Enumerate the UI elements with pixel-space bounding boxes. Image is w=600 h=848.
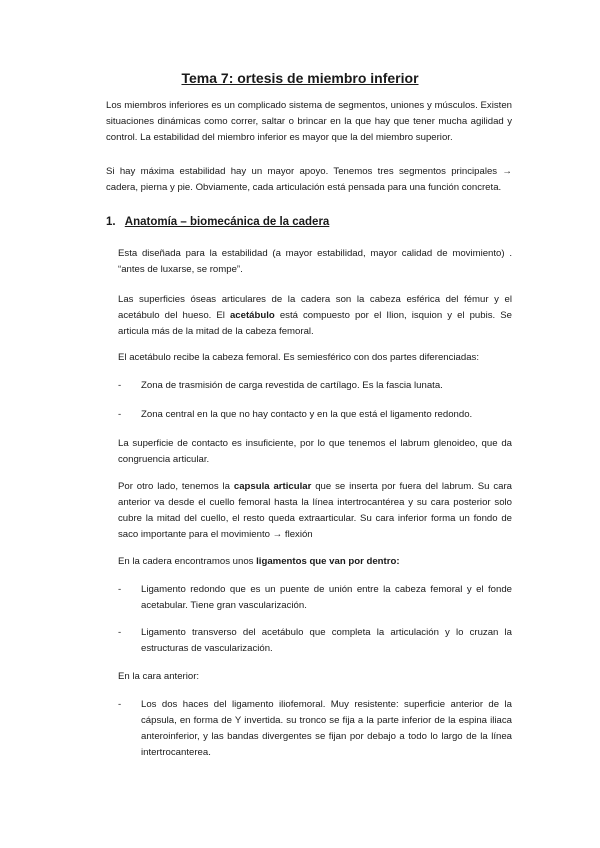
list-dash: -	[118, 627, 122, 638]
superficies-text-b: está compuesto por el Ilion, isquion y el pubis. Se articula más de la mitad de la cabeza femoral.	[118, 310, 512, 337]
paragraph-superficies	[118, 292, 512, 340]
list-dash: -	[118, 584, 122, 595]
intro-paragraph-1: Los miembros inferiores es un complicado sistema de segmentos, uniones y músculos. Existen situaciones dinámicas como correr, saltar o brincar en la que hay que tener mucha agilidad y control. La estabilidad del miembro inferior es mayor que la del miembro superior.	[106, 100, 512, 143]
capsula-bold: capsula articular	[233, 481, 312, 492]
section-1-number: 1.	[106, 216, 116, 228]
list-item-haces-iliofemoral: Los dos haces del ligamento iliofemoral. Muy resistente: superficie anterior de la cápsula, en forma de Y invertida. su tronco se fija a la parte inferior de la espina iliaca anteroinferior, y las bandas divergentes se fijan por debajo a todo lo largo de la línea intertrocanterea.	[141, 699, 512, 758]
paragraph-ligamentos	[118, 554, 512, 570]
ligamentos-bold: ligamentos que van por dentro:	[256, 556, 400, 567]
paragraph-contacto: La superficie de contacto es insuficiente, por lo que tenemos el labrum glenoideo, que da congruencia articular.	[118, 438, 512, 465]
paragraph-cara-anterior: En la cara anterior:	[118, 671, 200, 682]
ligamentos-text-a: En la cadera encontramos unos	[118, 556, 257, 567]
superficies-bold-acetabulo: acetábulo	[229, 310, 275, 321]
intro-paragraph-2: Si hay máxima estabilidad hay un mayor apoyo. Tenemos tres segmentos principales → cadera, pierna y pie. Obviamente, cada articulación está pensada para una función concreta.	[106, 166, 512, 193]
document-title: Tema 7: ortesis de miembro inferior	[181, 70, 419, 86]
superficies-text-a: Las superficies óseas articulares de la cadera son la cabeza esférica del fémur y el acetábulo del hueso. El	[118, 294, 512, 321]
list-item-ligamento-redondo: Ligamento redondo que es un puente de unión entre la cabeza femoral y el fonde acetabular. Tiene gran vascularización.	[141, 584, 512, 611]
capsula-text-b: que se inserta por fuera del labrum. Su cara anterior va desde el cuello femoral hasta la línea intertrocantérea y su cara posterior solo cubre la mitad del cuello, el resto queda extraarticular. Su cara inferior forma un fondo de saco importante para el movimiento → flexión	[118, 481, 512, 540]
capsula-text-a: Por otro lado, tenemos la	[118, 481, 234, 492]
list-dash: -	[118, 409, 122, 420]
list-item-zona-2: Zona central en la que no hay contacto y en la que está el ligamento redondo.	[141, 409, 473, 420]
section-1-heading	[106, 216, 329, 228]
list-dash: -	[118, 380, 122, 391]
paragraph-estabilidad: Esta diseñada para la estabilidad (a mayor estabilidad, mayor calidad de movimiento) . “antes de luxarse, se rompe”.	[118, 248, 512, 275]
list-dash: -	[118, 699, 122, 710]
list-item-zona-1: Zona de trasmisión de carga revestida de cartílago. Es la fascia lunata.	[141, 380, 443, 391]
list-item-ligamento-transverso: Ligamento transverso del acetábulo que completa la articulación y lo cruzan la estructuras de vascularización.	[141, 627, 512, 654]
paragraph-acetabulo: El acetábulo recibe la cabeza femoral. Es semiesférico con dos partes diferenciadas:	[118, 352, 480, 363]
paragraph-capsula	[118, 479, 512, 543]
section-1-title: Anatomía – biomecánica de la cadera	[124, 216, 330, 228]
